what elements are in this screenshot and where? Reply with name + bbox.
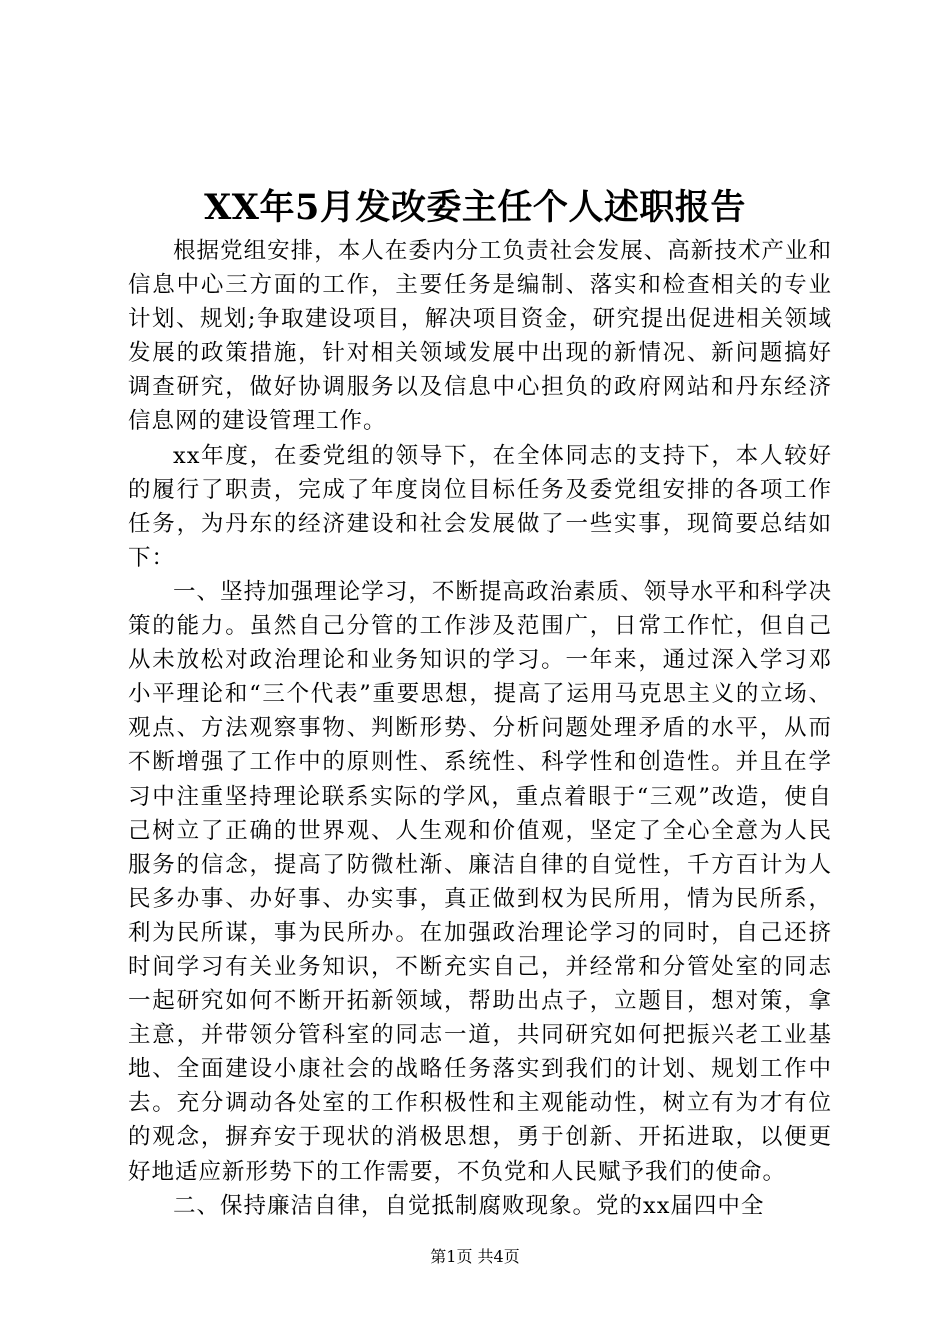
- paragraph-section-one: 一、坚持加强理论学习，不断提高政治素质、领导水平和科学决策的能力。虽然自己分管的工作涉及范围广，日常工作忙，但自己从未放松对政治理论和业务知识的学习。一年来，通过深入学习邓小平理论和“三个代表”重要思想，提高了运用马克思主义的立场、观点、方法观察事物、判断形势、分析问题处理矛盾的水平，从而不断增强了工作中的原则性、系统性、科学性和创造性。并且在学习中注重坚持理论联系实际的学风，重点着眼于“三观”改造，使自己树立了正确的世界观、人生观和价值观，坚定了全心全意为人民服务的信念，提高了防微杜渐、廉洁自律的自觉性，千方百计为人民多办事、办好事、办实事，真正做到权为民所用，情为民所系，利为民所谋，事为民所办。在加强政治理论学习的同时，自己还挤时间学习有关业务知识，不断充实自己，并经常和分管处室的同志一起研究如何不断开拓新领域，帮助出点子，立题目，想对策，拿主意，并带领分管科室的同志一道，共同研究如何把振兴老工业基地、全面建设小康社会的战略任务落实到我们的计划、规划工作中去。充分调动各处室的工作积极性和主观能动性，树立有为才有位的观念，摒弃安于现状的消极思想，勇于创新、开拓进取，以便更好地适应新形势下的工作需要，不负党和人民赋予我们的使命。: [128, 578, 832, 1185]
- document-body: [128, 234, 832, 1223]
- paragraph-intro: 根据党组安排，本人在委内分工负责社会发展、高新技术产业和信息中心三方面的工作，主要任务是编制、落实和检查相关的专业计划、规划;争取建设项目，解决项目资金，研究提出促进相关领域发展的政策措施，针对相关领域发展中出现的新情况、新问题搞好调查研究，做好协调服务以及信息中心担负的政府网站和丹东经济信息网的建设管理工作。: [128, 238, 832, 435]
- page-footer: 第1页 共4页: [430, 1247, 520, 1266]
- paragraph-section-two: 二、保持廉洁自律，自觉抵制腐败现象。党的xx届四中全: [173, 1192, 765, 1219]
- document-title: XX年5月发改委主任个人述职报告: [204, 187, 746, 228]
- paragraph-summary: xx年度，在委党组的领导下，在全体同志的支持下，本人较好的履行了职责，完成了年度岗位目标任务及委党组安排的各项工作任务，为丹东的经济建设和社会发展做了一些实事，现简要总结如下：: [128, 442, 832, 571]
